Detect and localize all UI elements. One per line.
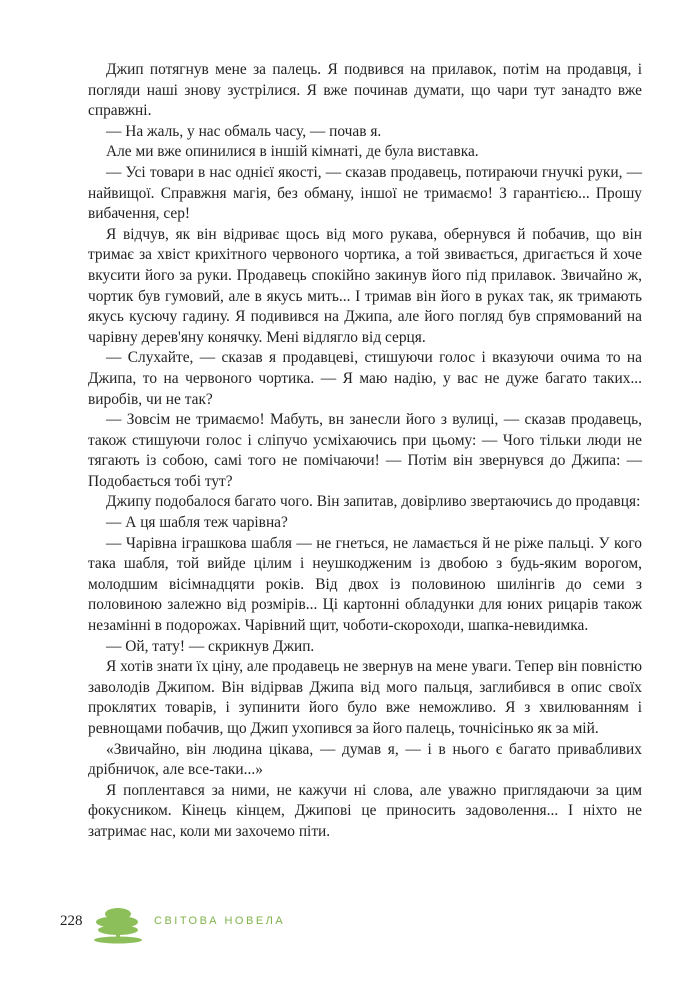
paragraph: — Зовсім не тримаємо! Мабуть, вн занесли його з вулиці, — сказав продавець, також стишуючи голос і сліпучо усміхаючись при цьому: — Чого тільки люди не тягають із собою, самі того не помічаючи! — Потім він звернувся до Джипа: — Подобається тобі тут? [88,411,642,490]
paragraph: — Усі товари в нас однієї якості, — сказав продавець, потираючи гнучкі руки, — найвищої. Справжня магія, без обману, іншої не тримаємо! З гарантією... Прошу вибачення, сер! [88,163,642,223]
paragraph: — А ця шабля теж чарівна? [106,514,288,532]
paragraph: Я хотів знати їх ціну, але продавець не звернув на мене уваги. Тепер він повністю заволодів Джипом. Він відірвав Джипа від мого пальця, заглибився в опис своїх проклятих товарів, і зупинити його було вже неможливо. Я з хвилюванням і ревнощами побачив, що Джип ухопився за його палець, точнісінько як за мій. [88,658,642,737]
paragraph: Але ми вже опинилися в іншій кімнаті, де була виставка. [106,143,479,161]
paragraph: Я відчув, як він відриває щось від мого рукава, обернувся й побачив, що він тримає за хвіст крихітного червоного чортика, а той звивається, дригається й хоче вкусити його за руки. Продавець спокійно закинув його під прилавок. Звичайно ж, чортик був гумовий, але в якусь мить... І тримав він його в руках так, як тримають якусь кусючу гадину. Я подивився на Джипа, але його погляд був спрямований на чарівну дерев'яну конячку. Мені відлягло від серця. [88,225,642,346]
story-text [88,60,642,843]
paragraph: — На жаль, у нас обмаль часу, — почав я. [106,122,382,140]
page-number: 228 [60,913,83,929]
book-title: СВІТОВА НОВЕЛА [154,915,286,927]
paragraph: «Звичайно, він людина цікава, — думав я, — і в нього є багато привабливих дрібничок, але все-таки...» [88,740,642,779]
paragraph: — Ой, тату! — скрикнув Джип. [106,637,315,655]
paragraph: — Чарівна іграшкова шабля — не гнеться, не ламається й не ріже пальці. У кого така шабля, той вийде цілим і неушкодженим із двобою з будь-яким ворогом, молодшим вісімнадцяти років. Від двох із половиною шилінгів до семи з половиною залежно від розмірів... Ці картонні обладунки для юних рицарів також незамінні в подорожах. Чарівний щит, чоботи-скороходи, шапка-невидимка. [88,534,642,635]
paragraph: Джипу подобалося багато чого. Він запитав, довірливо звертаючись до продавця: [106,493,641,511]
page-footer [60,905,360,945]
paragraph: Джип потягнув мене за палець. Я подвився на прилавок, потім на продавця, і погляди наші знову зустрілися. Я вже починав думати, що чари тут занадто вже справжні. [88,61,642,120]
tree-logo-icon [88,905,148,945]
paragraph: Я поплентався за ними, не кажучи ні слова, але уважно приглядаючи за цим фокусником. Кінець кінцем, Джипові це приносить задоволення... І ніхто не затримає нас, коли ми захочемо піти. [88,781,642,840]
paragraph: — Слухайте, — сказав я продавцеві, стишуючи голос і вказуючи очима то на Джипа, то на червоного чортика. — Я маю надію, у вас не дуже багато таких... виробів, чи не так? [88,349,642,408]
